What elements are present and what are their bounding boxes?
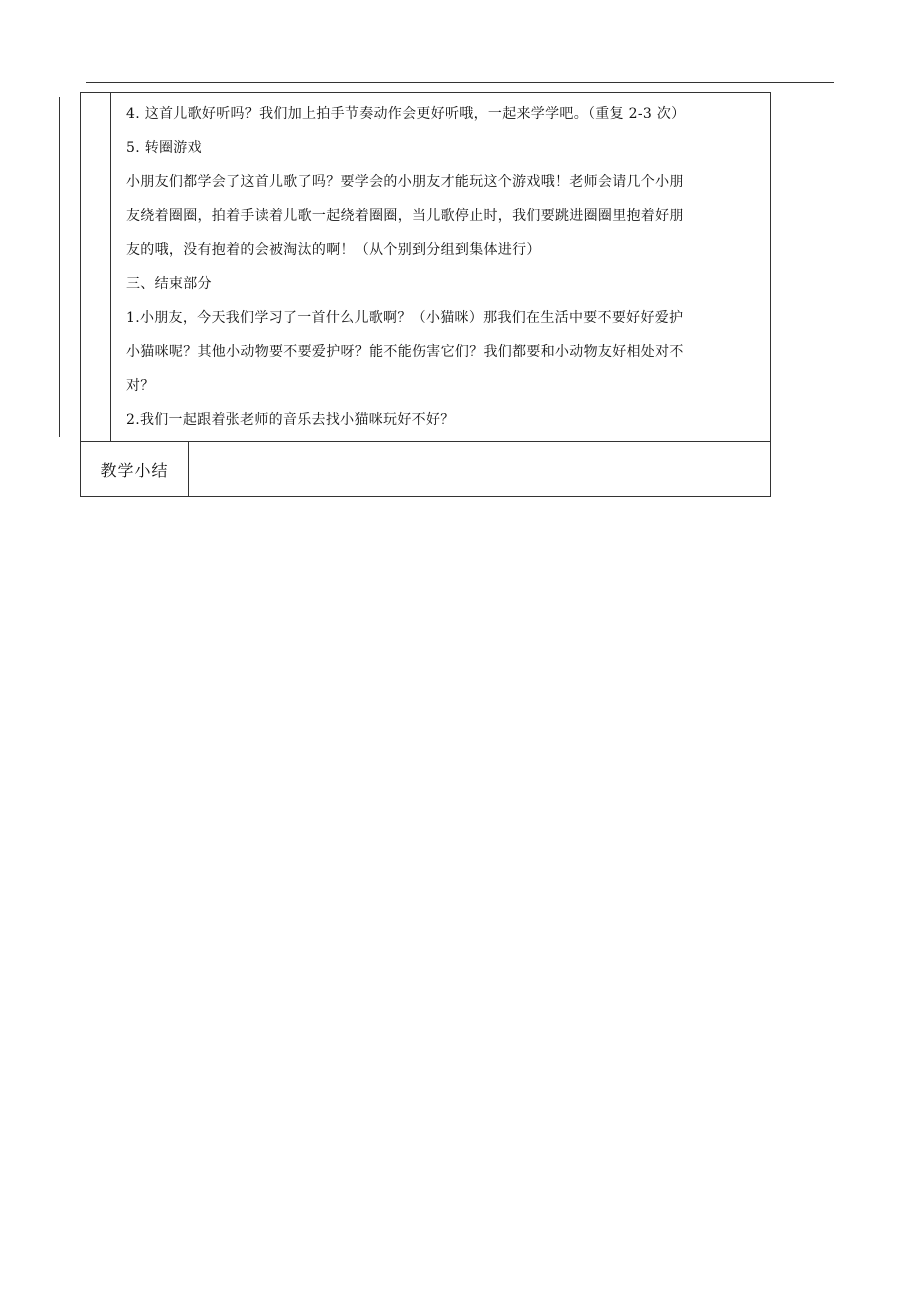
content-line: 友绕着圈圈，拍着手读着儿歌一起绕着圈圈，当儿歌停止时，我们要跳进圈圈里抱着好朋: [126, 208, 684, 224]
content-line: 小朋友们都学会了这首儿歌了吗？要学会的小朋友才能玩这个游戏哦！老师会请几个小朋: [126, 174, 684, 190]
content-line: 4. 这首儿歌好听吗？我们加上拍手节奏动作会更好听哦，一起来学学吧。（重复 2-3 次）: [126, 106, 686, 122]
lesson-plan-table: [80, 92, 771, 497]
content-line: 1.小朋友，今天我们学习了一首什么儿歌啊？（小猫咪）那我们在生活中要不要好好爱护: [126, 310, 684, 326]
content-row: [81, 93, 771, 442]
content-line: 友的哦，没有抱着的会被淘汰的啊！（从个别到分组到集体进行）: [126, 242, 541, 258]
content-line: 小猫咪呢？其他小动物要不要爱护呀？能不能伤害它们？我们都要和小动物友好相处对不: [126, 344, 684, 360]
content-line: 2.我们一起跟着张老师的音乐去找小猫咪玩好不好？: [126, 412, 455, 428]
content-cell: [111, 93, 771, 442]
summary-label: 教学小结: [81, 442, 189, 497]
summary-row: [81, 442, 771, 497]
content-line: 三、结束部分: [126, 276, 212, 292]
summary-value: [189, 442, 771, 497]
header-rule: [86, 82, 834, 83]
content-block: [59, 97, 762, 437]
content-line: 对？: [126, 378, 155, 394]
content-line: 5. 转圈游戏: [126, 140, 202, 156]
